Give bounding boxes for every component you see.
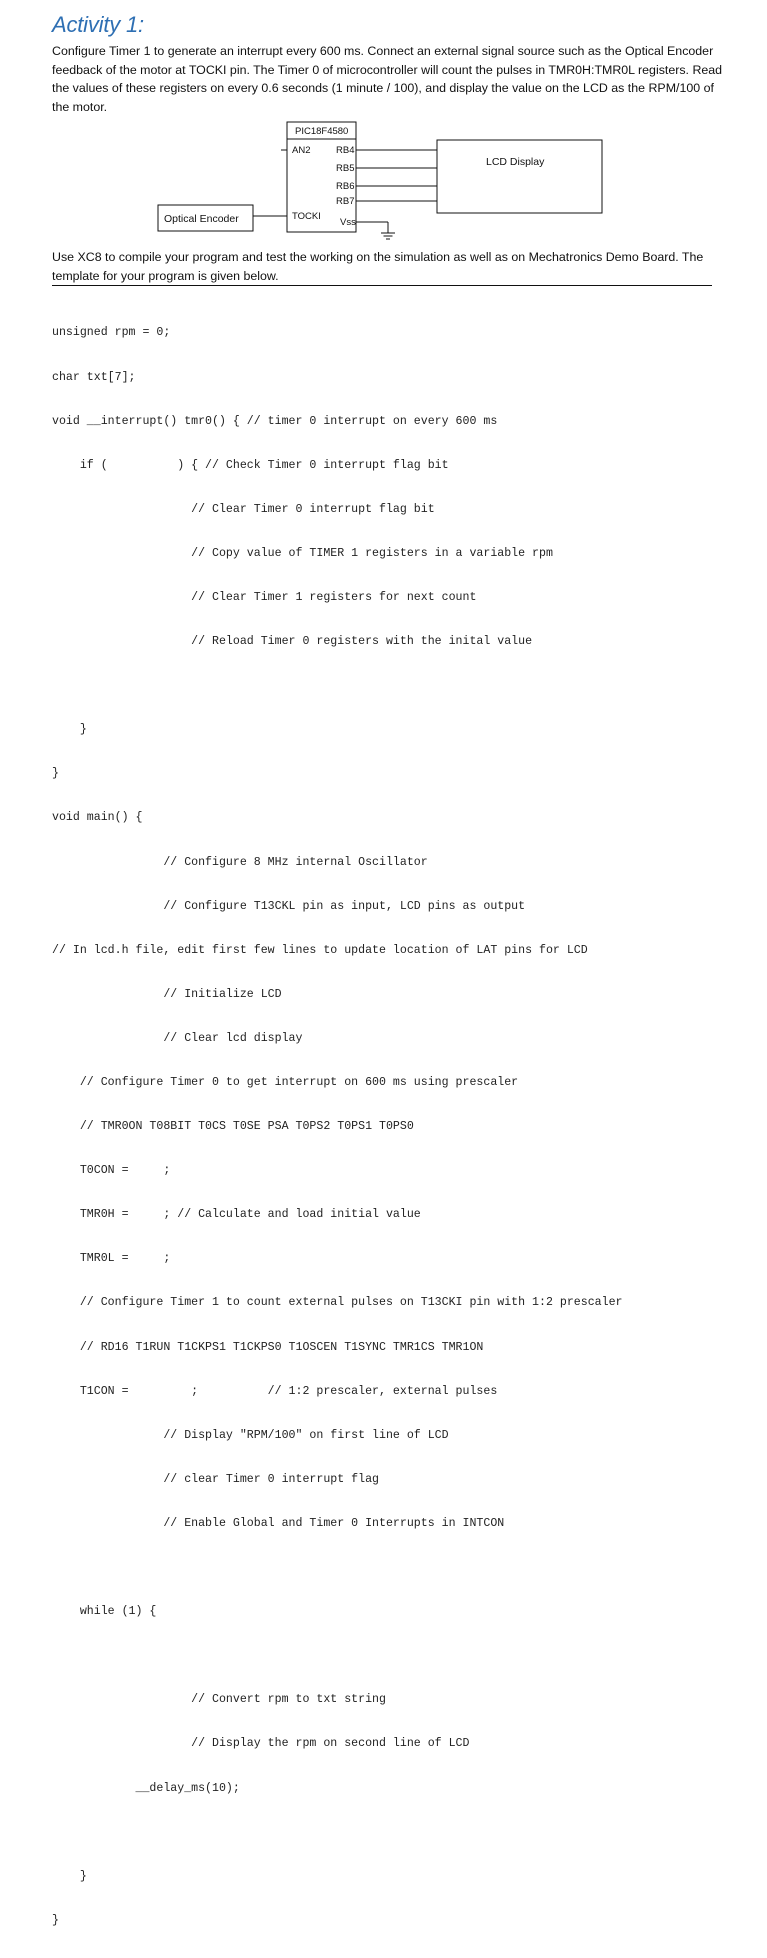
ground-icon [381, 233, 395, 239]
code-line: } [52, 723, 87, 737]
code-line: // Display the rpm on second line of LCD [52, 1737, 470, 1751]
activity-title: Activity 1: [52, 12, 144, 37]
code-line: TMR0L = ; [52, 1252, 171, 1266]
code-line: while (1) { [52, 1605, 157, 1619]
code-line [52, 1649, 623, 1664]
code-line: // In lcd.h file, edit first few lines to update location of LAT pins for LCD [52, 943, 588, 957]
code-line: if ( ) { // Check Timer 0 interrupt flag bit [52, 458, 449, 472]
code-line [52, 1561, 623, 1576]
code-line: // Configure Timer 0 to get interrupt on 600 ms using prescaler [52, 1076, 519, 1089]
code-line: // Configure T13CKL pin as input, LCD pins as output [52, 899, 526, 913]
code-line: // TMR0ON T08BIT T0CS T0SE PSA T0PS2 T0PS1 T0PS0 [52, 1120, 414, 1134]
code-line: T1CON = ; // 1:2 prescaler, external pulses [52, 1384, 498, 1398]
section-divider [52, 285, 712, 286]
code-line: // Display "RPM/100" on first line of LCD [52, 1428, 449, 1442]
code-line: } [52, 1869, 87, 1883]
code-line: // Clear lcd display [52, 1031, 303, 1045]
code-line [52, 1826, 623, 1841]
code-line: // Enable Global and Timer 0 Interrupts in INTCON [52, 1516, 505, 1530]
pin-tocki: TOCKI [292, 211, 321, 222]
pin-vss: Vss [340, 217, 356, 228]
code-line: char txt[7]; [52, 370, 136, 384]
code-line: TMR0H = ; // Calculate and load initial value [52, 1208, 421, 1222]
encoder-label: Optical Encoder [164, 213, 239, 225]
code-line: } [52, 767, 59, 781]
code-line [52, 679, 623, 694]
code-line: T0CON = ; [52, 1164, 171, 1178]
code-line: // Configure 8 MHz internal Oscillator [52, 855, 428, 869]
code-line: // Clear Timer 1 registers for next count [52, 590, 477, 604]
code-line: void __interrupt() tmr0() { // timer 0 interrupt on every 600 ms [52, 414, 498, 428]
code-line: // Convert rpm to txt string [52, 1693, 386, 1707]
instructions-paragraph: Use XC8 to compile your program and test the working on the simulation as well as on Mechatronics Demo Board. The template for your program is given below. [52, 250, 704, 283]
code-line: // Initialize LCD [52, 987, 282, 1001]
code-line: // Copy value of TIMER 1 registers in a variable rpm [52, 546, 553, 560]
code-line: // Clear Timer 0 interrupt flag bit [52, 502, 435, 516]
code-line: __delay_ms(10); [52, 1781, 240, 1795]
code-line: // clear Timer 0 interrupt flag [52, 1472, 379, 1486]
code-line: void main() { [52, 811, 143, 825]
pin-an2: AN2 [292, 145, 311, 156]
code-line: // RD16 T1RUN T1CKPS1 T1CKPS0 T1OSCEN T1SYNC TMR1CS TMR1ON [52, 1340, 484, 1354]
code-line: } [52, 1913, 59, 1927]
lcd-label: LCD Display [486, 156, 545, 168]
intro-paragraph: Configure Timer 1 to generate an interrupt every 600 ms. Connect an external signal source such as the Optical Encoder feedback of the motor at TOCKI pin. The Timer 0 of microcontroller will count the pulses in TMR0H:TMR0L registers. Read the values of these registers on every 0.6 seconds (1 minute / 100), and display the value on the LCD as the RPM/100 of the motor. [52, 44, 723, 114]
lcd-box [437, 140, 602, 213]
pin-rb5: RB5 [336, 163, 355, 174]
code-line: // Reload Timer 0 registers with the inital value [52, 635, 533, 649]
pin-rb6: RB6 [336, 181, 355, 192]
code-template [52, 297, 623, 1958]
code-line: unsigned rpm = 0; [52, 326, 171, 340]
pin-rb4: RB4 [336, 145, 355, 156]
mcu-label: PIC18F4580 [295, 126, 349, 137]
pin-rb7: RB7 [336, 196, 355, 207]
code-line: // Configure Timer 1 to count external pulses on T13CKI pin with 1:2 prescaler [52, 1296, 623, 1310]
